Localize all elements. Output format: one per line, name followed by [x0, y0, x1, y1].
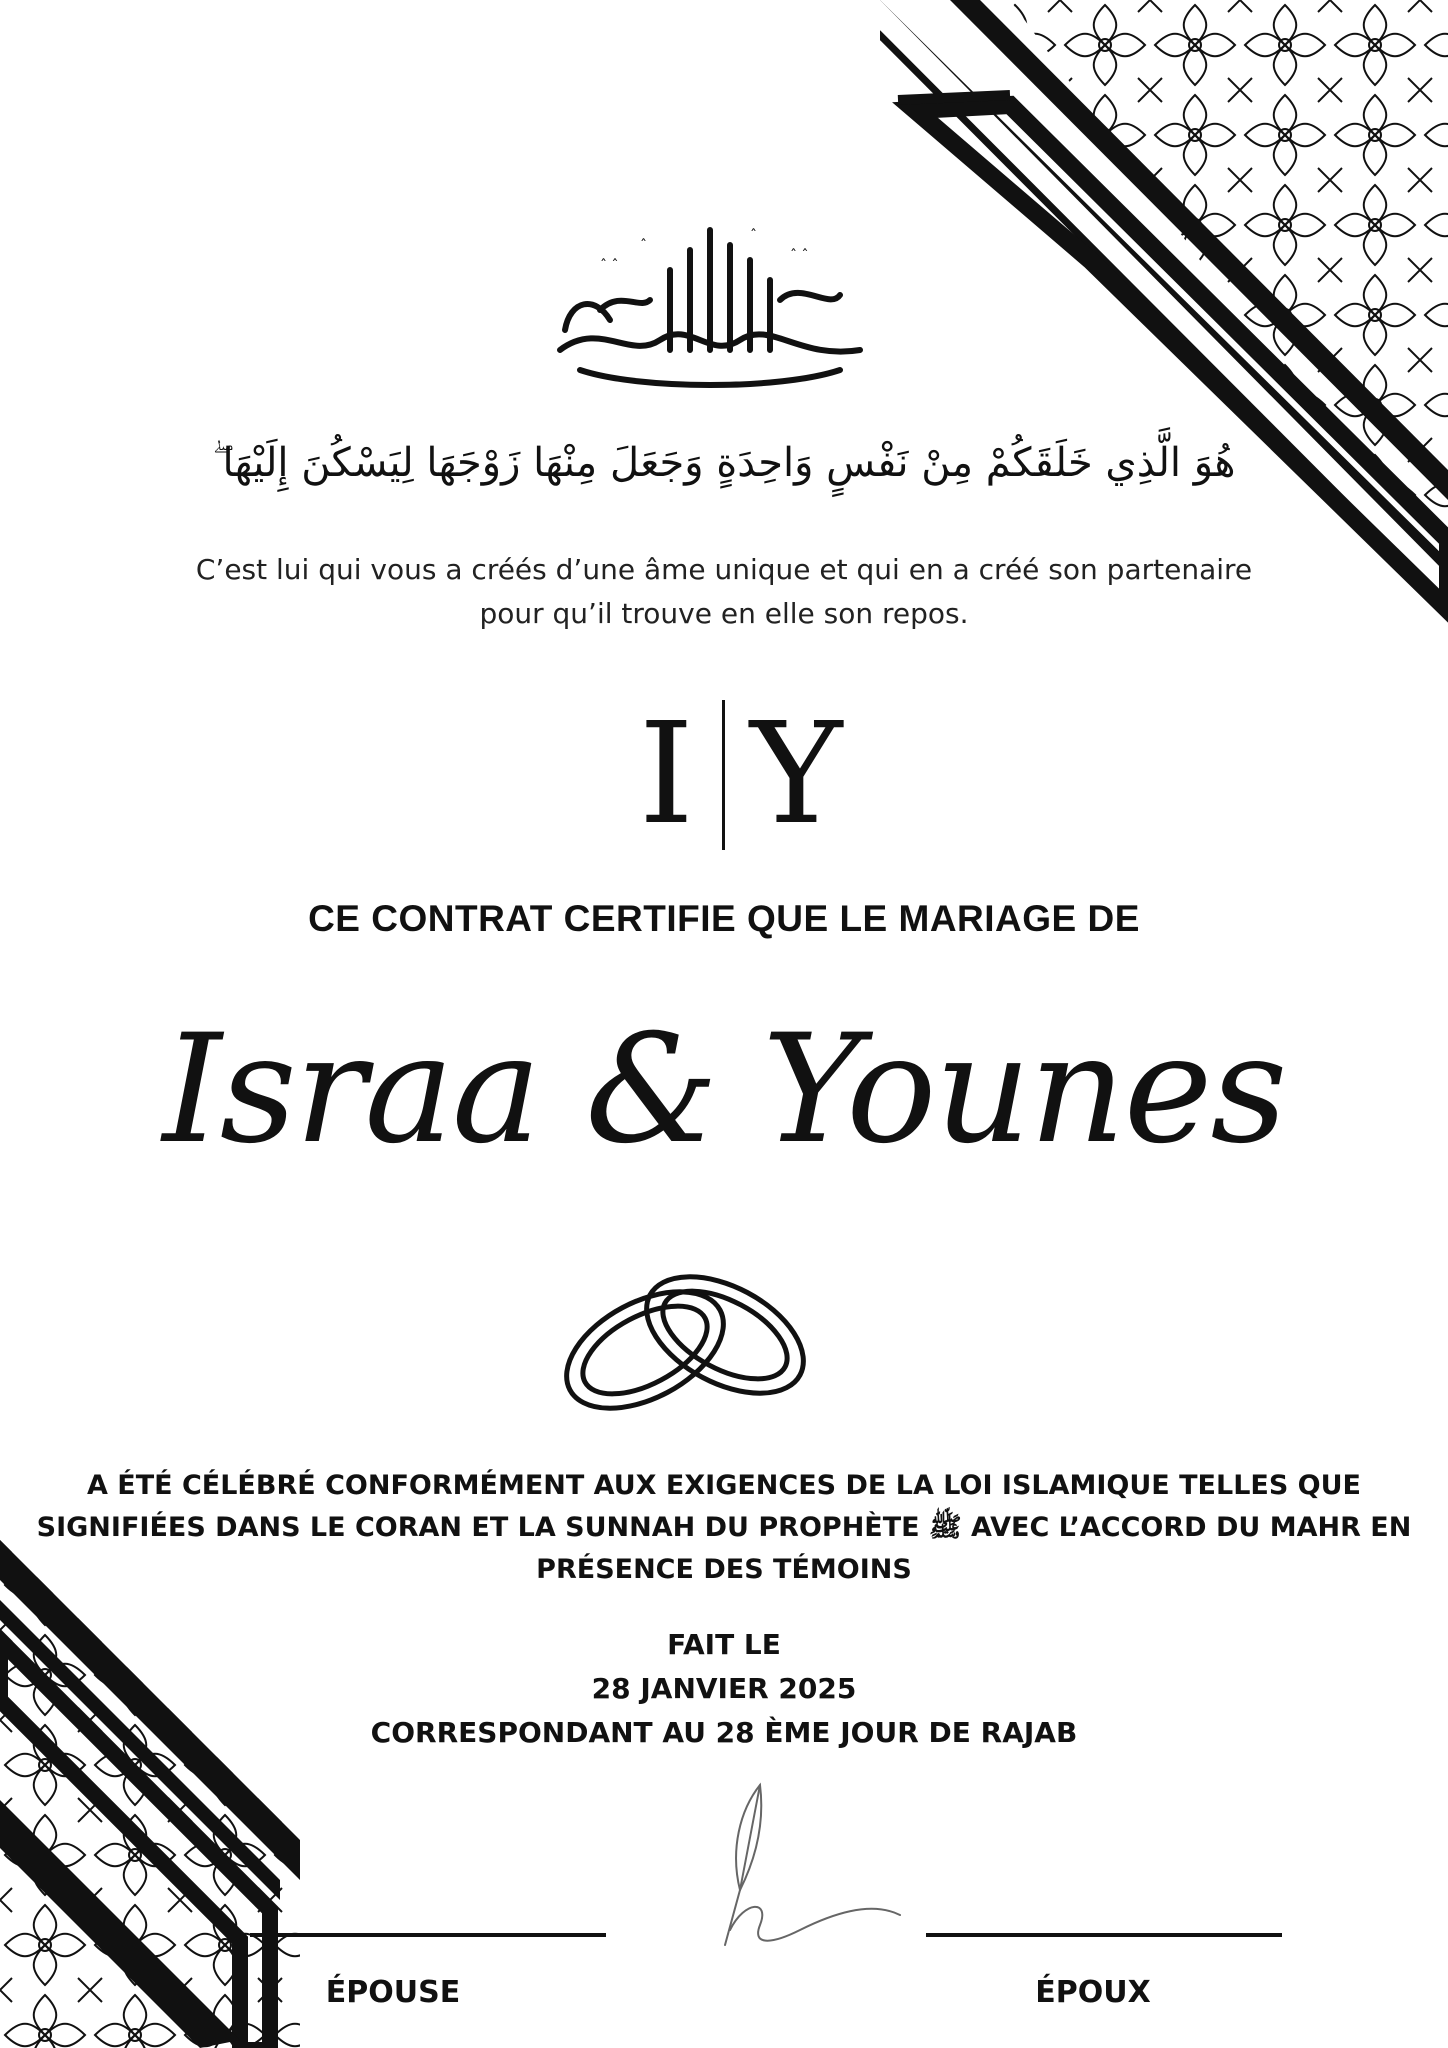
translation-line-2: pour qu’il trouve en elle son repos. — [479, 597, 969, 630]
monogram-initial-left: I — [638, 693, 694, 856]
date-hijri: CORRESPONDANT AU 28 ÈME JOUR DE RAJAB — [370, 1716, 1078, 1749]
husband-signature-line[interactable] — [926, 1933, 1282, 1937]
certification-heading: CE CONTRAT CERTIFIE QUE LE MARIAGE DE — [308, 898, 1140, 939]
monogram-divider — [722, 700, 725, 850]
svg-text:ˆ ˆ: ˆ ˆ — [790, 248, 809, 264]
top-right-ornament-corner — [880, 0, 1448, 640]
svg-text:ˆ: ˆ — [750, 228, 757, 244]
wife-signature-line[interactable] — [250, 1933, 606, 1937]
quill-signature-icon — [700, 1780, 910, 1960]
couple-names: Israa & Younes — [162, 1003, 1286, 1177]
bottom-left-ornament-corner — [0, 1540, 300, 2048]
translation-line-1: C’est lui qui vous a créés d’une âme unique et qui en a créé son partenaire — [195, 553, 1253, 586]
declaration-line-2: SIGNIFIÉES DANS LE CORAN ET LA SUNNAH DU PROPHÈTE ﷺ AVEC L’ACCORD DU MAHR EN — [36, 1512, 1412, 1543]
wife-signature-label: ÉPOUSE — [325, 1975, 461, 2010]
husband-signature-label: ÉPOUX — [1035, 1975, 1151, 2010]
wedding-rings-icon — [550, 1250, 820, 1420]
contract-date — [0, 1623, 1448, 1755]
declaration-line-1: A ÉTÉ CÉLÉBRÉ CONFORMÉMENT AUX EXIGENCES DE LA LOI ISLAMIQUE TELLES QUE — [86, 1470, 1362, 1501]
contract-declaration-text — [0, 1465, 1448, 1591]
basmala-calligraphy-emblem — [540, 200, 880, 400]
quran-verse-arabic: هُوَ الَّذِي خَلَقَكُمْ مِنْ نَفْسٍ وَاحِدَةٍ وَجَعَلَ مِنْهَا زَوْجَهَا لِيَسْكُنَ إِلَيْهَا ۖ — [212, 440, 1236, 486]
svg-text:ˆ ˆ: ˆ ˆ — [600, 258, 619, 274]
declaration-line-3: PRÉSENCE DES TÉMOINS — [536, 1554, 912, 1585]
svg-text:ˆ: ˆ — [640, 238, 647, 254]
couple-monogram — [0, 690, 1448, 870]
monogram-initial-right: Y — [750, 693, 843, 856]
date-gregorian: 28 JANVIER 2025 — [591, 1672, 857, 1705]
date-label: FAIT LE — [667, 1628, 781, 1661]
quran-verse-translation — [0, 548, 1448, 636]
